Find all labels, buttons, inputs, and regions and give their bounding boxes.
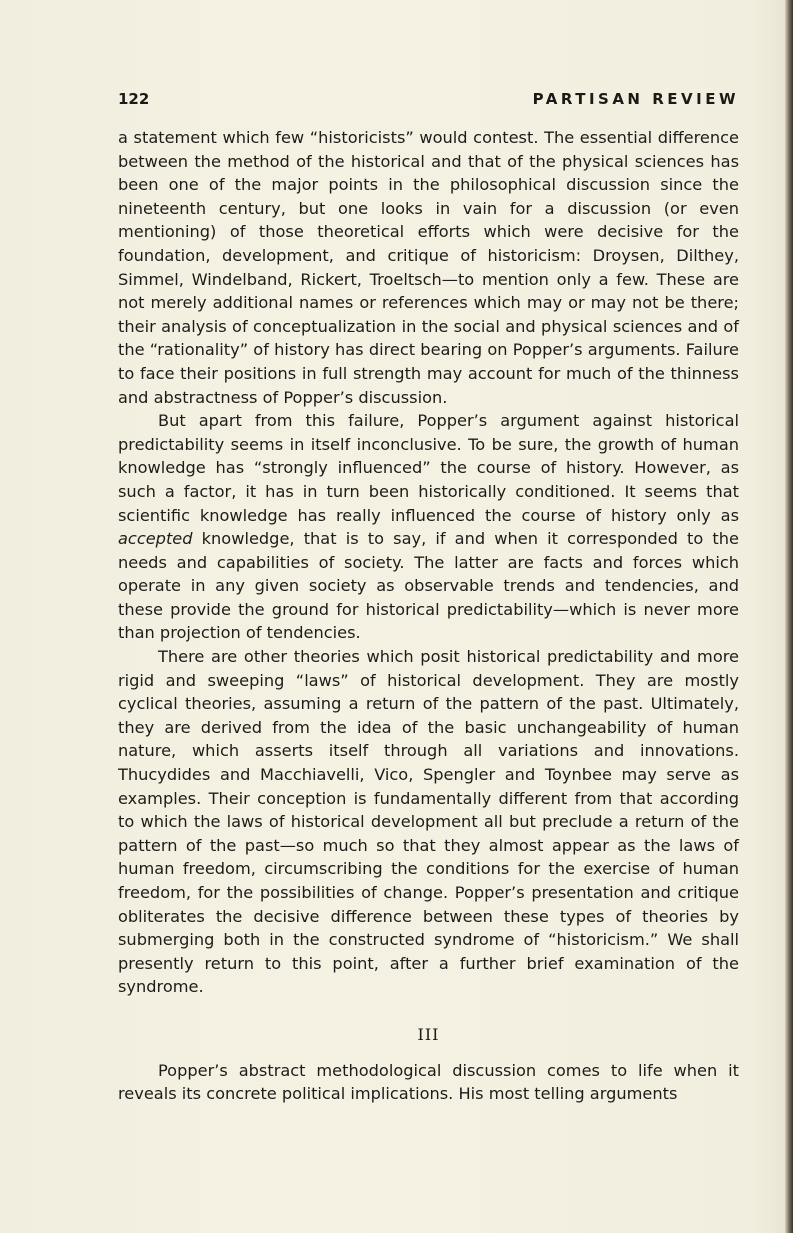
emphasized-word: accepted bbox=[118, 529, 193, 549]
page-number: 122 bbox=[118, 90, 150, 108]
running-head bbox=[118, 90, 739, 114]
paragraph bbox=[118, 409, 739, 645]
paragraph-text: knowledge, that is to say, if and when it corresponded to the needs and capabilities of society. The latter are facts and forces which operate in any given society as observable trends and tendencies, and these provide the ground for historical predictability—which is never more than projection of tendencies. bbox=[118, 529, 739, 643]
paragraph-text: But apart from this failure, Popper’s argument against historical predictability seems in itself inconclusive. To be sure, the growth of human knowledge has “strongly influenced” the course of history. However, as such a factor, it has in turn been historically conditioned. It seems that scientific knowledge has really influenced the course of history only as bbox=[118, 411, 739, 525]
page-binding-edge bbox=[785, 0, 793, 1233]
paragraph bbox=[118, 1059, 739, 1106]
paragraph-text: There are other theories which posit historical predictability and more rigid and sweeping “laws” of historical development. They are mostly cyclical theories, assuming a return of the pattern of the past. Ultimately, they are derived from the idea of the basic unchangeability of human nature, which asserts itself through all variations and innovations. Thucydides and Macchiavelli, Vico, Spengler and Toynbee may serve as examples. Their conception is fundamentally different from that according to which the laws of historical development all but preclude a return of the pattern of the past—so much so that they almost appear as the laws of human freedom, circumscribing the conditions for the exercise of human freedom, for the possibilities of change. Popper’s presentation and critique obliterates the decisive difference between these types of theories by submerging both in the constructed syndrome of “historicism.” We shall presently return to this point, after a further brief examination of the syndrome. bbox=[118, 647, 739, 997]
paragraph bbox=[118, 645, 739, 999]
paragraph-text: a statement which few “historicists” would contest. The essential difference between the method of the historical and that of the physical sciences has been one of the major points in the philosophical discussion since the nineteenth century, but one looks in vain for a discussion (or even mentioning) of those theoretical efforts which were decisive for the foundation, development, and critique of historicism: Droysen, Dilthey, Simmel, Windelband, Rickert, Troeltsch—to mention only a few. These are not merely additional names or references which may or may not be there; their analysis of conceptualization in the social and physical sciences and of the “rationality” of history has direct bearing on Popper’s arguments. Failure to face their positions in full strength may account for much of the thinness and abstractness of Popper’s discussion. bbox=[118, 128, 739, 407]
paragraph bbox=[118, 126, 739, 409]
section-heading: III bbox=[417, 1024, 440, 1044]
body-text bbox=[118, 126, 739, 1106]
journal-title: PARTISAN REVIEW bbox=[532, 90, 739, 108]
paragraph-text: Popper’s abstract methodological discussion comes to life when it reveals its concrete political implications. His most telling arguments bbox=[118, 1060, 739, 1104]
